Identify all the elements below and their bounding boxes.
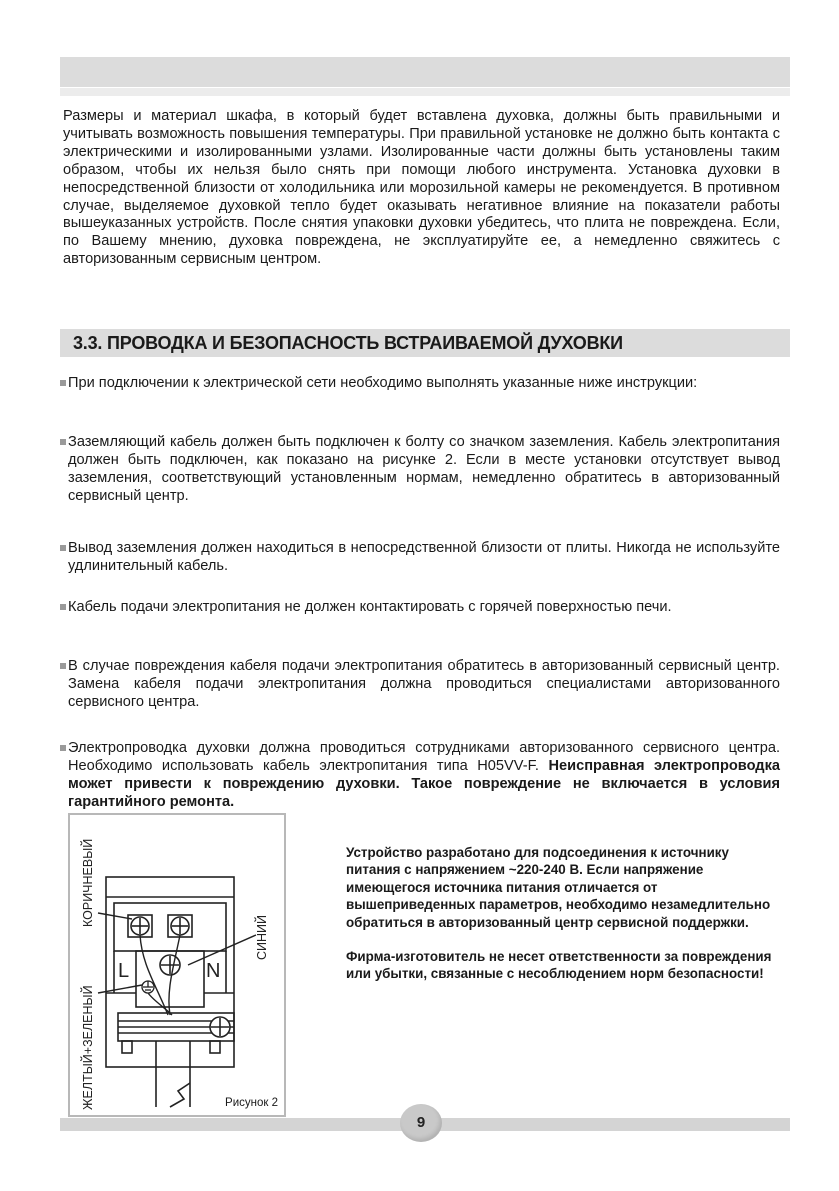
label-brown-wire: КОРИЧНЕВЫЙ — [81, 838, 95, 927]
bullet-square-icon — [60, 604, 66, 610]
terminal-n-label: N — [206, 960, 221, 982]
bullet-text-regular: Электропроводка духовки должна проводиться сотрудниками авторизованного сервисного центра. Необходимо использовать кабель электропитания типа H05VV-F. — [68, 740, 780, 774]
bullet-text: Кабель подачи электропитания не должен контактировать с горячей поверхностью печи. — [68, 599, 672, 615]
bullet-text: При подключении к электрической сети необходимо выполнять указанные ниже инструкции: — [68, 375, 698, 391]
bullet-item-5 — [60, 658, 780, 712]
bullet-text — [68, 740, 780, 812]
bullet-text: В случае повреждения кабеля подачи электропитания обратитесь в авторизованный сервисный центр. Замена кабеля подачи электропитания должна проводиться специалистами авторизованного сервисного центра. — [68, 658, 780, 710]
bullet-warning-bold: Неисправная электропроводка может привести к повреждению духовки. Такое повреждение не включается в условия гарантийного ремонта. — [68, 757, 780, 810]
bullet-item-2 — [60, 434, 780, 506]
header-band — [60, 57, 790, 87]
section-title: 3.3. ПРОВОДКА И БЕЗОПАСНОСТЬ ВСТРАИВАЕМОЙ ДУХОВКИ — [73, 333, 623, 353]
header-band-thin — [60, 88, 790, 96]
bullet-item-6 — [60, 740, 780, 812]
wiring-diagram-svg — [70, 815, 284, 1115]
label-blue-wire: СИНИЙ — [255, 914, 269, 960]
bullet-square-icon — [60, 663, 66, 669]
bullet-square-icon — [60, 745, 66, 751]
bullet-square-icon — [60, 380, 66, 386]
bullet-square-icon — [60, 545, 66, 551]
bullet-item-3 — [60, 540, 780, 576]
bullet-item-4 — [60, 599, 780, 617]
label-yellow-green-wire: ЖЕЛТЫЙ+ЗЕЛЕНЫЙ — [81, 985, 95, 1110]
page-number: 9 — [416, 1114, 426, 1131]
notes-block — [346, 844, 786, 983]
terminal-l-label: L — [118, 960, 130, 982]
ground-symbol-icon — [142, 981, 154, 993]
liability-note: Фирма-изготовитель не несет ответственности за повреждения или убытки, связанные с несоблюдением норм безопасности! — [346, 949, 772, 982]
voltage-note: Устройство разработано для подсоединения к источнику питания с напряжением ~220-240 В. Если напряжение имеющегося источника питания отличается от вышеприведенных параметров, необходимо незамедлительно обратиться в авторизованный центр сервисной поддержки. — [346, 845, 771, 930]
leader-brown — [98, 913, 132, 919]
leader-blue — [188, 935, 256, 965]
bullet-text: Вывод заземления должен находиться в непосредственной близости от плиты. Никогда не используйте удлинительный кабель. — [68, 540, 780, 574]
bullet-square-icon — [60, 439, 66, 445]
intro-paragraph: Размеры и материал шкафа, в который будет вставлена духовка, должны быть правильными и учитывать возможность повышения температуры. При правильной установке не должно быть контакта с электрическими и изолированными узлами. Изолированные части должны быть установлены таким образом, чтобы их нельзя было снять при помощи любого инструмента. Установка духовки в непосредственной близости от холодильника или морозильной камеры не рекомендуется. В противном случае, выделяемое духовкой тепло будет оказывать негативное влияние на показатели работы вышеуказанных устройств. После снятия упаковки духовки убедитесь, что плита не повреждена. Если, по Вашему мнению, духовка повреждена, не эксплуатируйте ее, а немедленно свяжитесь с авторизованным сервисным центром. — [63, 108, 780, 268]
wiring-figure — [68, 813, 286, 1117]
bullet-item-1 — [60, 375, 780, 393]
bullet-text: Заземляющий кабель должен быть подключен к болту со значком заземления. Кабель электропитания должен быть подключен, как показано на рисунке 2. Если в месте установки отсутствует вывод заземления, соответствующий установленным нормам, немедленно обратитесь в авторизованный сервисный центр. — [68, 434, 780, 504]
figure-caption: Рисунок 2 — [225, 1097, 278, 1109]
